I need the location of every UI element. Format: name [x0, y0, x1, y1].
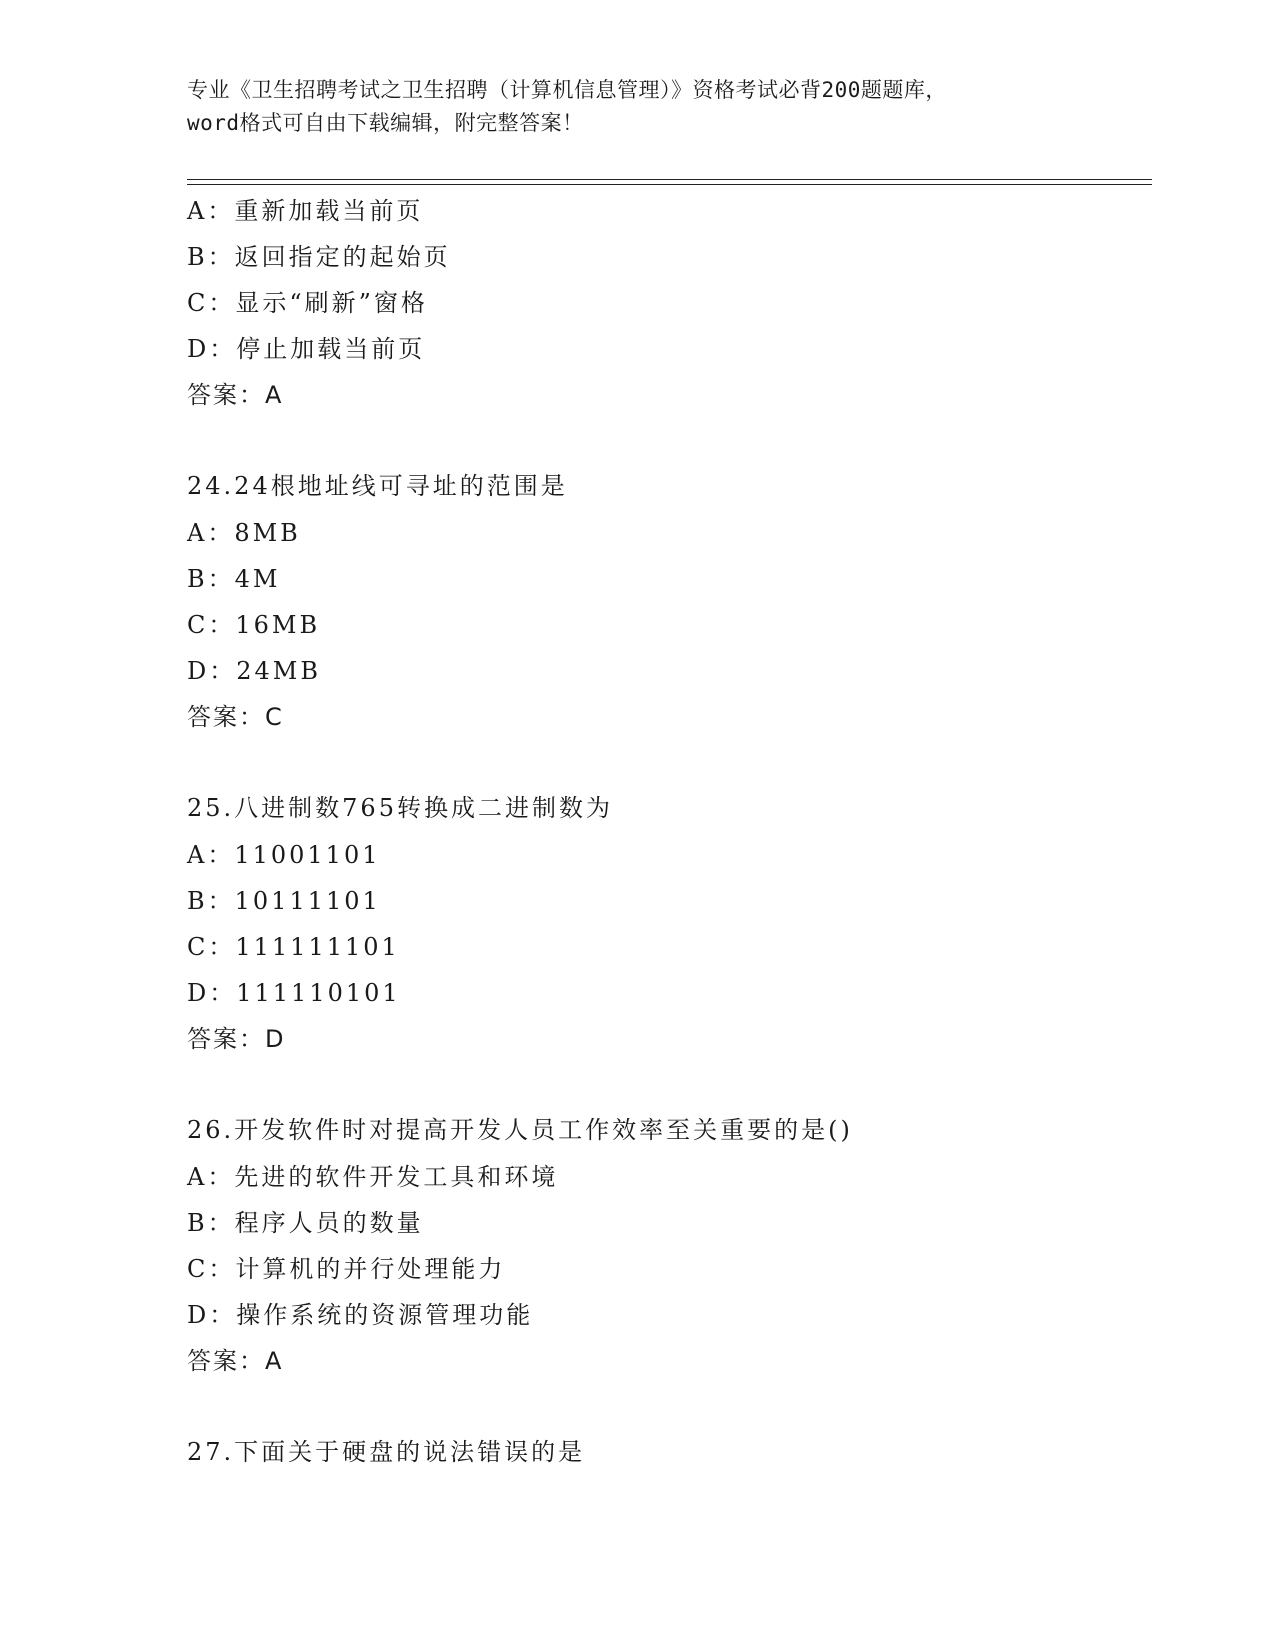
- option-b: B：4M: [187, 565, 281, 593]
- option-c: C：111111101: [187, 933, 400, 961]
- option-d: D：111110101: [187, 979, 401, 1007]
- option-c: C：计算机的并行处理能力: [187, 1255, 506, 1283]
- answer-line: 答案：D: [187, 1025, 286, 1053]
- question-title: 24.24根地址线可寻址的范围是: [187, 472, 568, 500]
- document-header: [187, 74, 1087, 140]
- option-d: D：24MB: [187, 657, 321, 685]
- option-c: C：16MB: [187, 611, 321, 639]
- option-d: D：停止加载当前页: [187, 335, 426, 363]
- header-divider-top: [187, 179, 1152, 180]
- option-b: B：返回指定的起始页: [187, 243, 451, 271]
- option-b: B：10111101: [187, 887, 381, 915]
- option-a: A：8MB: [187, 519, 301, 547]
- answer-line: 答案：A: [187, 381, 284, 409]
- option-d: D：操作系统的资源管理功能: [187, 1301, 534, 1329]
- header-line-1: 专业《卫生招聘考试之卫生招聘（计算机信息管理）》资格考试必背200题题库，: [187, 78, 947, 102]
- option-c: C：显示“刷新”窗格: [187, 289, 428, 317]
- option-a: A：11001101: [187, 841, 381, 869]
- option-a: A：重新加载当前页: [187, 197, 424, 225]
- option-b: B：程序人员的数量: [187, 1209, 424, 1237]
- question-title: 27.下面关于硬盘的说法错误的是: [187, 1438, 586, 1466]
- answer-line: 答案：A: [187, 1347, 284, 1375]
- question-title: 25.八进制数765转换成二进制数为: [187, 794, 613, 822]
- question-title: 26.开发软件时对提高开发人员工作效率至关重要的是(): [187, 1116, 853, 1144]
- answer-line: 答案：C: [187, 703, 284, 731]
- header-divider-bottom: [187, 184, 1152, 185]
- option-a: A：先进的软件开发工具和环境: [187, 1163, 559, 1191]
- question-list: [187, 188, 1147, 1476]
- header-line-2: word格式可自由下载编辑，附完整答案！: [187, 111, 584, 135]
